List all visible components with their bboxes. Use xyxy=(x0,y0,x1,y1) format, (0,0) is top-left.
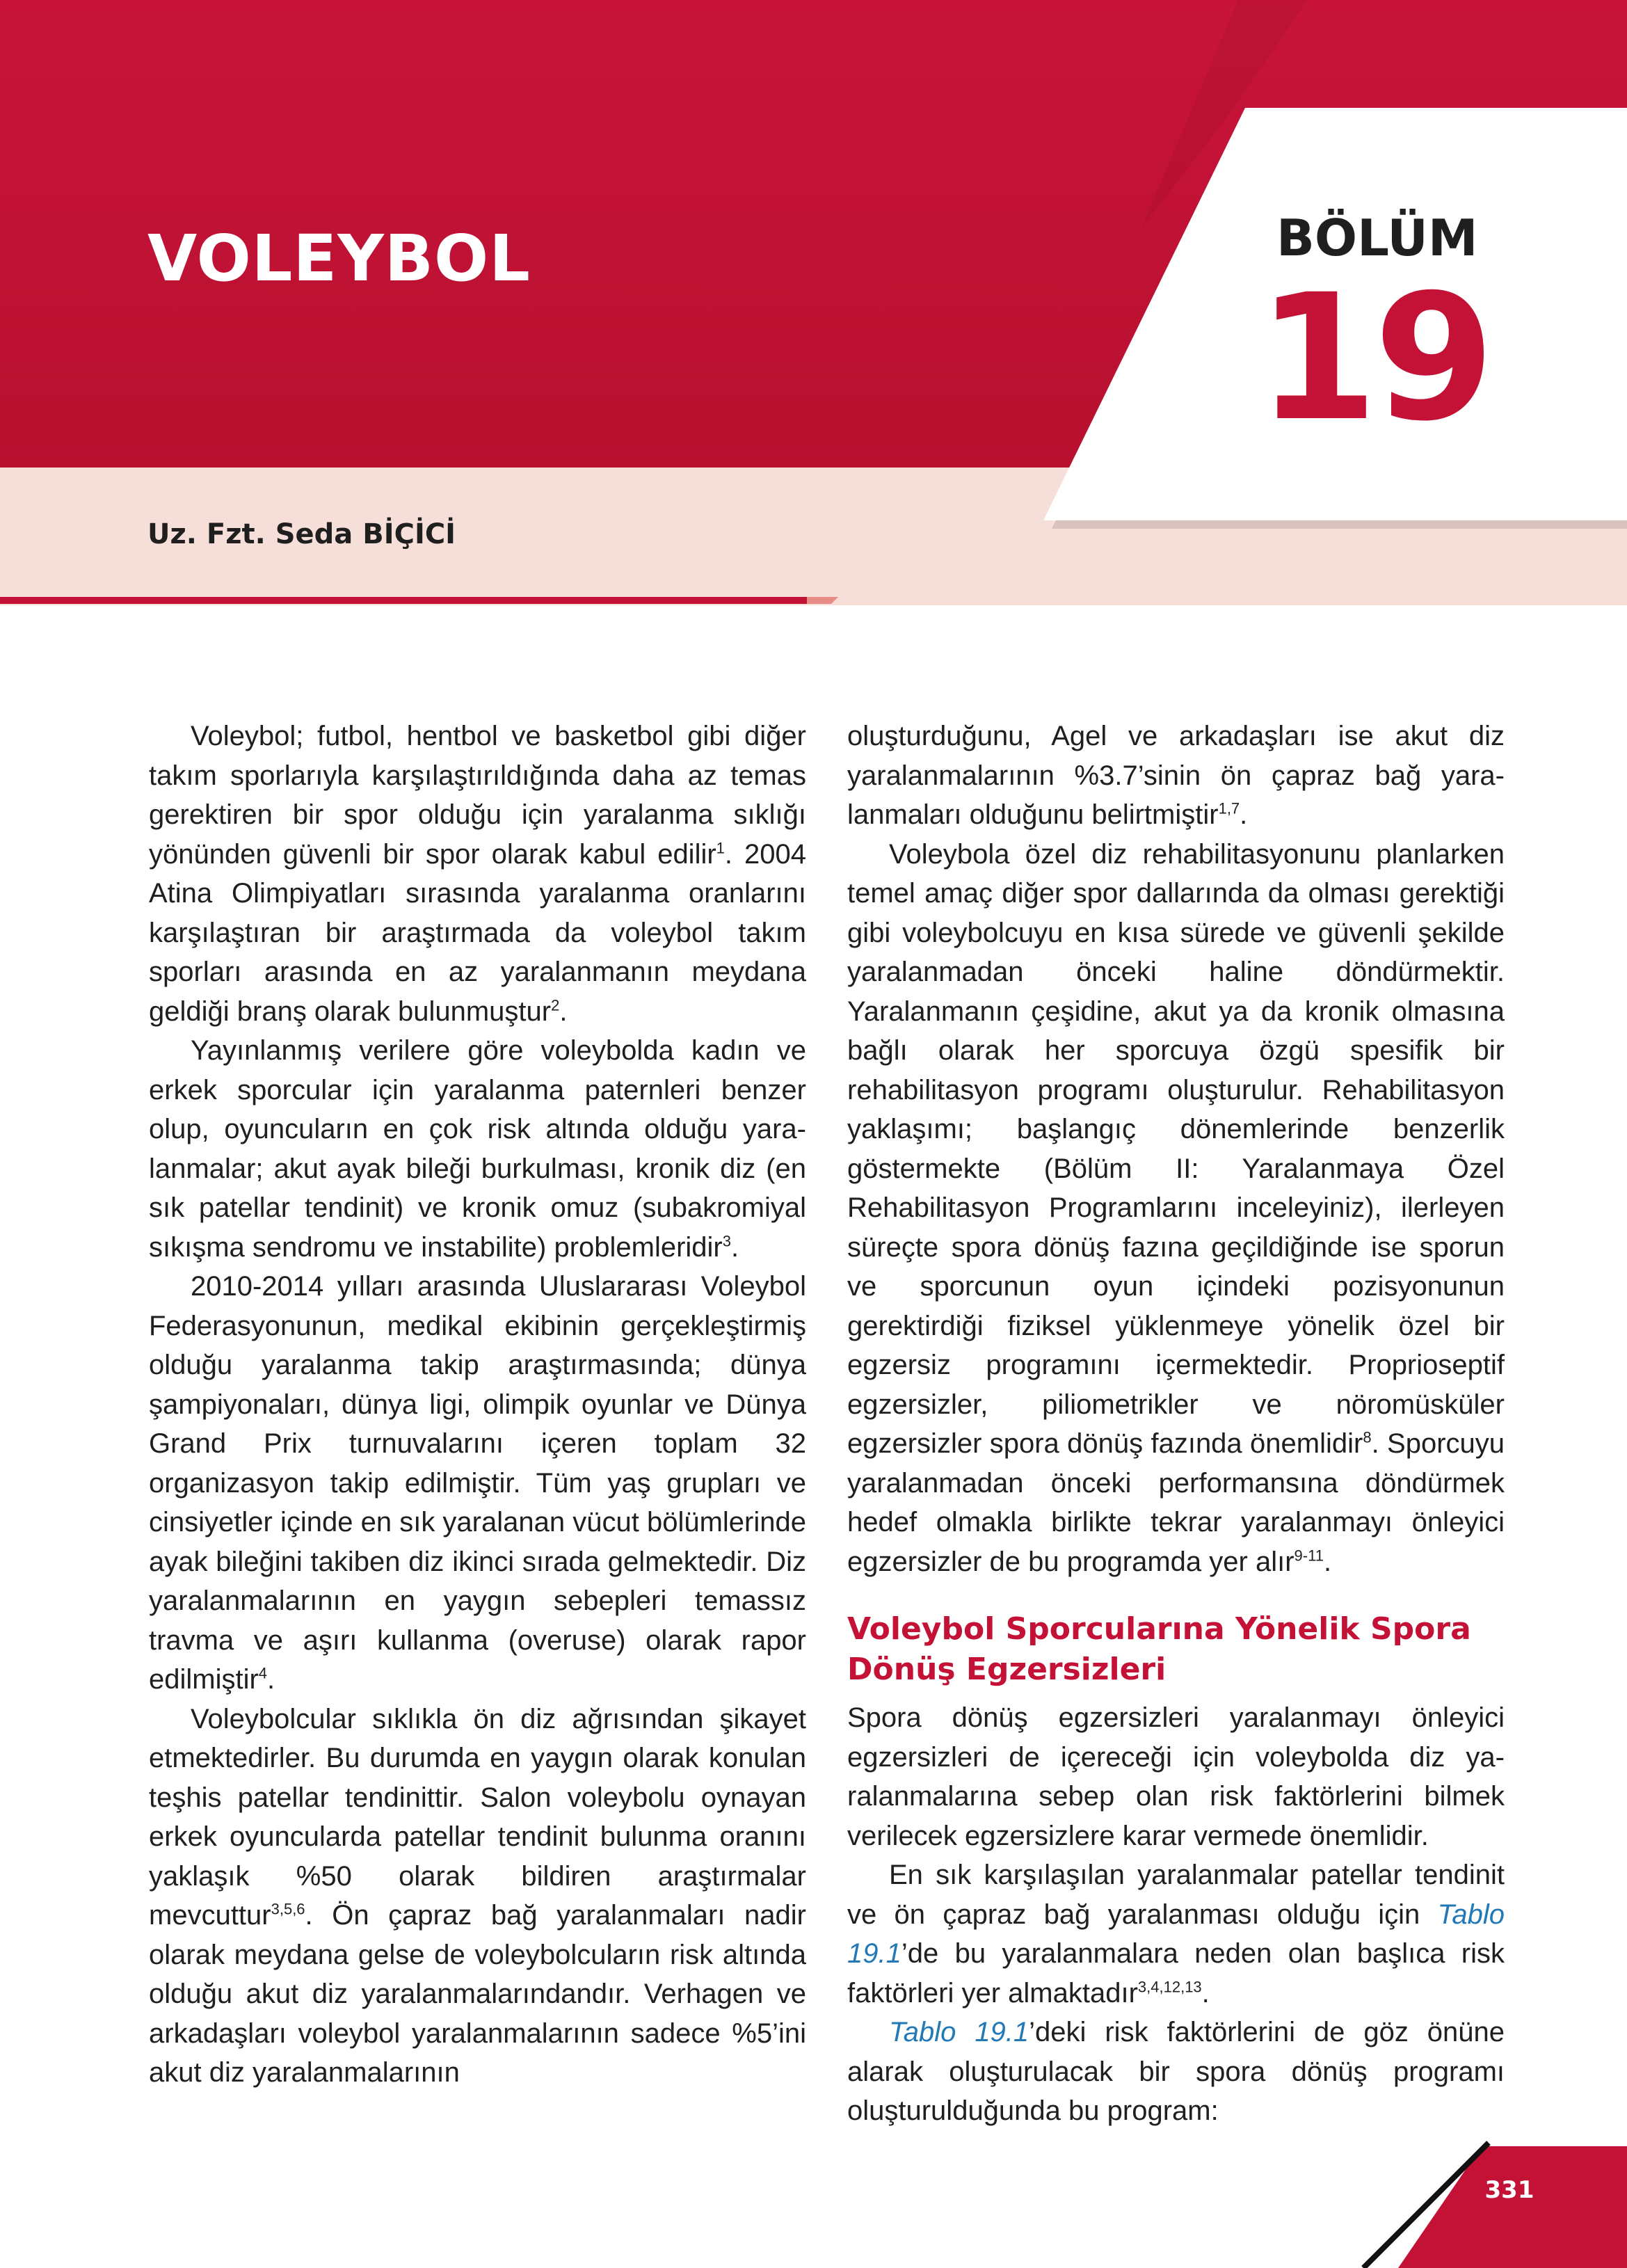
citation: 3,4,12,13 xyxy=(1137,1978,1202,1996)
citation: 8 xyxy=(1363,1428,1372,1446)
left-column xyxy=(149,717,806,2093)
author-name: Uz. Fzt. Seda BİÇİCİ xyxy=(147,518,456,550)
citation: 2 xyxy=(551,996,560,1014)
footer-red-tab xyxy=(1398,2146,1627,2268)
chapter-title: VOLEYBOL xyxy=(147,221,531,296)
paragraph-9: Tablo 19.1’deki risk faktörlerini de göz önüne alarak oluşturulacak bir spora dönüş programı oluşturulduğunda bu program: xyxy=(847,2017,1505,2126)
citation: 3 xyxy=(722,1232,731,1250)
section-heading: Voleybol Sporcularına Yönelik Spora Dönüş Egzersizleri xyxy=(847,1611,1471,1687)
chapter-label: BÖLÜM xyxy=(1276,209,1478,267)
page-number: 331 xyxy=(1484,2176,1534,2204)
paragraph-1: Voleybol; futbol, hentbol ve basketbol gibi diğer takım sporlarıyla karşılaştırıldığında daha az temas gerektiren bir spor olduğu için yaralanma sıklığı yönünden güvenli bir spor olarak kabul edilir$^1$. 2004 Atina Olimpiyatları sırasında yaralanma oranlarını karşılaştıran bir araştırmada da voleybol takım sporları arasında en az yaralanmanın meydana geldiği branş olarak bulunmuştur$^2$. xyxy=(149,721,806,1027)
paragraph-5: oluşturduğunu, Agel ve arkadaşları ise akut diz yaralanmalarının %3.7’sinin ön çapraz bağ yaralanmaları olduğunu belirtmiştir$^{1,7}$. xyxy=(847,721,1505,830)
citation: 4 xyxy=(258,1664,268,1682)
citation: 1 xyxy=(716,839,725,857)
citation: 3,5,6 xyxy=(271,1900,305,1918)
paragraph-6: Voleybola özel diz rehabilitasyonunu planlarken temel amaç diğer spor dallarında da olması gerektiği gibi voleybolcuyu en kısa sürede ve güvenli şekilde yaralanmadan önceki haline döndürmektir. Yaralanmanın çeşidine, akut ya da kronik olmasına bağlı olarak her sporcuya özgü spesifik bir rehabilitasyon programı oluşturulur. Rehabilitasyon yaklaşımı; başlangıç dönemlerinde benzerlik göstermekte (Bölüm II: Yaralanmaya Özel Rehabilitasyon Programlarını inceleyiniz), ilerleyen süreçte spora dönüş fazına geçildiğinde ise sporun ve sporcunun oyun içindeki pozisyonunun gerektirdiği fiziksel yüklenmeye yönelik özel bir egzersiz programını içermektedir. Proprioseptif egzersizler, piliometrikler ve nöromüsküler egzersizler spora dönüş fazında önemlidir$^8$. Sporcuyu yaralanmadan önceki performansına döndürmek hedef olmakla birlikte tekrar yaralanmayı önleyici egzersizler de bu programda yer alır$^{9-11}$. xyxy=(847,838,1505,1577)
paragraph-7: Spora dönüş egzersizleri yaralanmayı önleyici egzersizleri de içereceği için voleybolda diz yaralanmalarına sebep olan risk faktörlerini bilmek verilecek egzersizlere karar vermede önemlidir. xyxy=(847,1702,1505,1851)
table-reference-link[interactable]: Tablo 19.1 xyxy=(889,2017,1029,2047)
citation: 9-11 xyxy=(1294,1547,1324,1565)
citation: 1,7 xyxy=(1218,799,1240,817)
paragraph-3: 2010-2014 yılları arasında Uluslararası Voleybol Federasyonunun, medikal ekibinin gerçekleştirmiş olduğu yaralanma takip araştırmasında; dünya şampiyonaları, dünya ligi, olimpik oyunlar ve Dünya Grand Prix turnuvalarını içeren toplam 32 organizasyon takip edilmiştir. Tüm yaş grupları ve cinsiyetler içinde en sık yaralanan vücut bölümlerinde ayak bileğini takiben diz ikinci sırada gelmektedir. Diz yaralanmalarının en yaygın sebepleri temassız travma ve aşırı kullanma (overuse) olarak rapor edilmiştir$^4$. xyxy=(149,1271,806,1695)
paragraph-4: Voleybolcular sıklıkla ön diz ağrısından şikayet etmektedirler. Bu durumda en yaygın olarak konulan teşhis patellar tendinittir. Salon voleybolu oynayan erkek oyuncularda patellar tendinit bulunma oranını yaklaşık %50 olarak bildiren araştırmalar mevcuttur$^{3,5,6}$. Ön çapraz bağ yaralanmaları nadir olarak meydana gelse de voleybolcuların risk altında olduğu akut diz yaralanmalarındandır. Verhagen ve arkadaşları voleybol yaralanmalarının sadece %5’ini akut diz yaralanmalarının xyxy=(149,1703,806,2088)
right-column xyxy=(847,717,1505,2131)
band-underline xyxy=(0,597,807,604)
table-reference-link[interactable]: Tablo 19.1 xyxy=(847,1899,1505,1969)
paragraph-8: En sık karşılaşılan yaralanmalar patellar tendinit ve ön çapraz bağ yaralanması olduğu için Tablo 19.1’de bu yaralanmalara neden olan başlıca risk faktörleri yer almaktadır$^{3,4,12,13}$. xyxy=(847,1860,1505,2009)
chapter-number: 19 xyxy=(1257,257,1491,459)
paragraph-2: Yayınlanmış verilere göre voleybolda kadın ve erkek sporcular için yaralanma paternleri benzer olup, oyuncuların en çok risk altında olduğu yaralanmalar; akut ayak bileği burkulması, kronik diz (en sık patellar tendinit) ve kronik omuz (subakromiyal sıkışma sendromu ve instabilite) problemleridir$^3$. xyxy=(149,1035,806,1263)
